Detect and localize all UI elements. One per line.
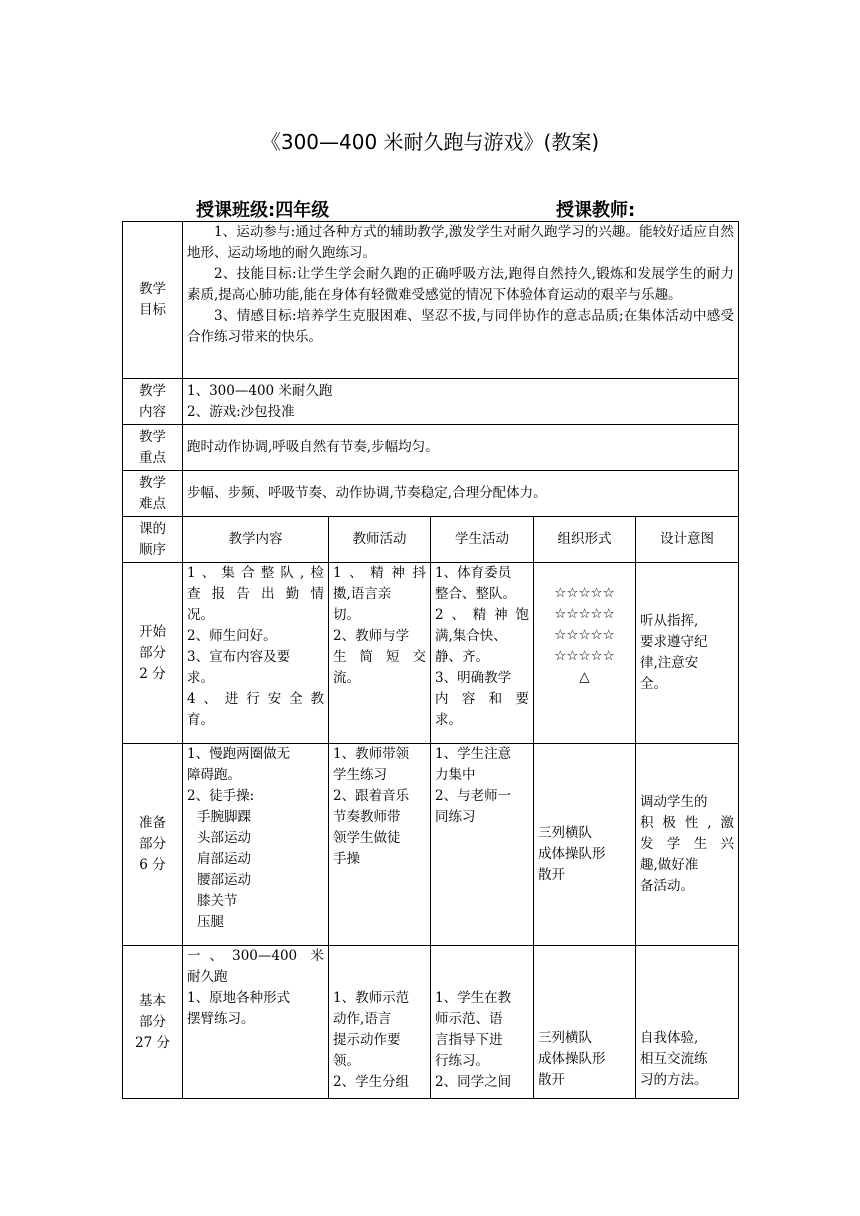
goals-row xyxy=(123,222,739,379)
key-text: 跑时动作协调,呼吸自然有节奏,步幅均匀。 xyxy=(183,425,739,471)
column-header-formation: 组织形式 xyxy=(534,517,636,563)
prep-formation-cell: 三列横队 成体操队形 散开 xyxy=(534,744,636,946)
content-row xyxy=(123,379,739,425)
key-row xyxy=(123,425,739,471)
content-text: 1、300—400 米耐久跑 2、游戏:沙包投准 xyxy=(183,379,739,425)
start-content-cell: 1、集合整队,检 查报告出勤情 况。 2、师生问好。 3、宣布内容及要 求。 4、进行安全教 育。 xyxy=(183,563,329,744)
prep-intent-cell: 调动学生的 积极性,激 发学生兴 趣,做好准 备活动。 xyxy=(636,744,739,946)
header-row xyxy=(123,517,739,563)
start-section-label: 开始 部分 2 分 xyxy=(123,563,183,744)
prep-content-cell: 1、慢跑两圈做无 障碍跑。 2、徒手操: 手腕脚踝 头部运动 肩部运动 腰部运动 膝关节 压腿 xyxy=(183,744,329,946)
basic-formation-cell: 三列横队 成体操队形 散开 xyxy=(534,946,636,1099)
start-student-cell: 1、体育委员 整合、整队。 2、精神饱 满,集合快、 静、齐。 3、明确教学 内容和要 求。 xyxy=(431,563,534,744)
column-header-student: 学生活动 xyxy=(431,517,534,563)
order-header: 课的 顺序 xyxy=(123,517,183,563)
prep-section-label: 准备 部分 6 分 xyxy=(123,744,183,946)
prep-student-cell: 1、学生注意 力集中 2、与老师一 同练习 xyxy=(431,744,534,946)
column-header-teacher: 教师活动 xyxy=(329,517,431,563)
column-header-content: 教学内容 xyxy=(183,517,329,563)
goal-paragraph: 2、技能目标:让学生学会耐久跑的正确呼吸方法,跑得自然持久,锻炼和发展学生的耐力素质,提高心肺功能,能在身体有轻微难受感觉的情况下体验体育运动的艰辛与乐趣。 xyxy=(187,266,735,303)
basic-section-label: 基本 部分 27 分 xyxy=(123,946,183,1099)
content-label: 教学 内容 xyxy=(123,379,183,425)
goal-paragraph: 1、运动参与:通过各种方式的辅助教学,激发学生对耐久跑学习的兴趣。能较好适应自然地形、运动场地的耐久跑练习。 xyxy=(187,224,735,261)
prep-section-row xyxy=(123,744,739,946)
lesson-plan-table xyxy=(122,221,739,1099)
difficulty-text: 步幅、步频、呼吸节奏、动作协调,节奏稳定,合理分配体力。 xyxy=(183,471,739,517)
key-label: 教学 重点 xyxy=(123,425,183,471)
teacher-position-mark: △ xyxy=(579,669,590,685)
goal-paragraph: 3、情感目标:培养学生克服困难、坚忍不拔,与同伴协作的意志品质;在集体活动中感受合作练习带来的快乐。 xyxy=(187,308,735,345)
column-header-intent: 设计意图 xyxy=(636,517,739,563)
basic-intent-cell: 自我体验, 相互交流练 习的方法。 xyxy=(636,946,739,1099)
start-teacher-cell: 1、精神抖 擞,语言亲 切。 2、教师与学 生简短交 流。 xyxy=(329,563,431,744)
basic-section-row xyxy=(123,946,739,1099)
goals-label: 教学 目标 xyxy=(123,222,183,379)
goals-text xyxy=(183,222,739,379)
start-formation-cell: ☆☆☆☆☆ ☆☆☆☆☆ ☆☆☆☆☆ ☆☆☆☆☆ △ xyxy=(534,563,636,744)
start-intent-cell: 听从指挥, 要求遵守纪 律,注意安 全。 xyxy=(636,563,739,744)
teacher-info: 授课教师: xyxy=(556,200,636,221)
start-section-row xyxy=(123,563,739,744)
basic-teacher-cell: 1、教师示范 动作,语言 提示动作要 领。 2、学生分组 xyxy=(329,946,431,1099)
difficulty-label: 教学 难点 xyxy=(123,471,183,517)
difficulty-row xyxy=(123,471,739,517)
page-title: 《300—400 米耐久跑与游戏》(教案) xyxy=(260,130,600,154)
basic-student-cell: 1、学生在教 师示范、语 言指导下进 行练习。 2、同学之间 xyxy=(431,946,534,1099)
class-info: 授课班级:四年级 xyxy=(196,200,330,221)
prep-teacher-cell: 1、教师带领 学生练习 2、跟着音乐 节奏教师带 领学生做徒 手操 xyxy=(329,744,431,946)
basic-content-cell: 一、300—400 米 耐久跑 1、原地各种形式 摆臂练习。 xyxy=(183,946,329,1099)
